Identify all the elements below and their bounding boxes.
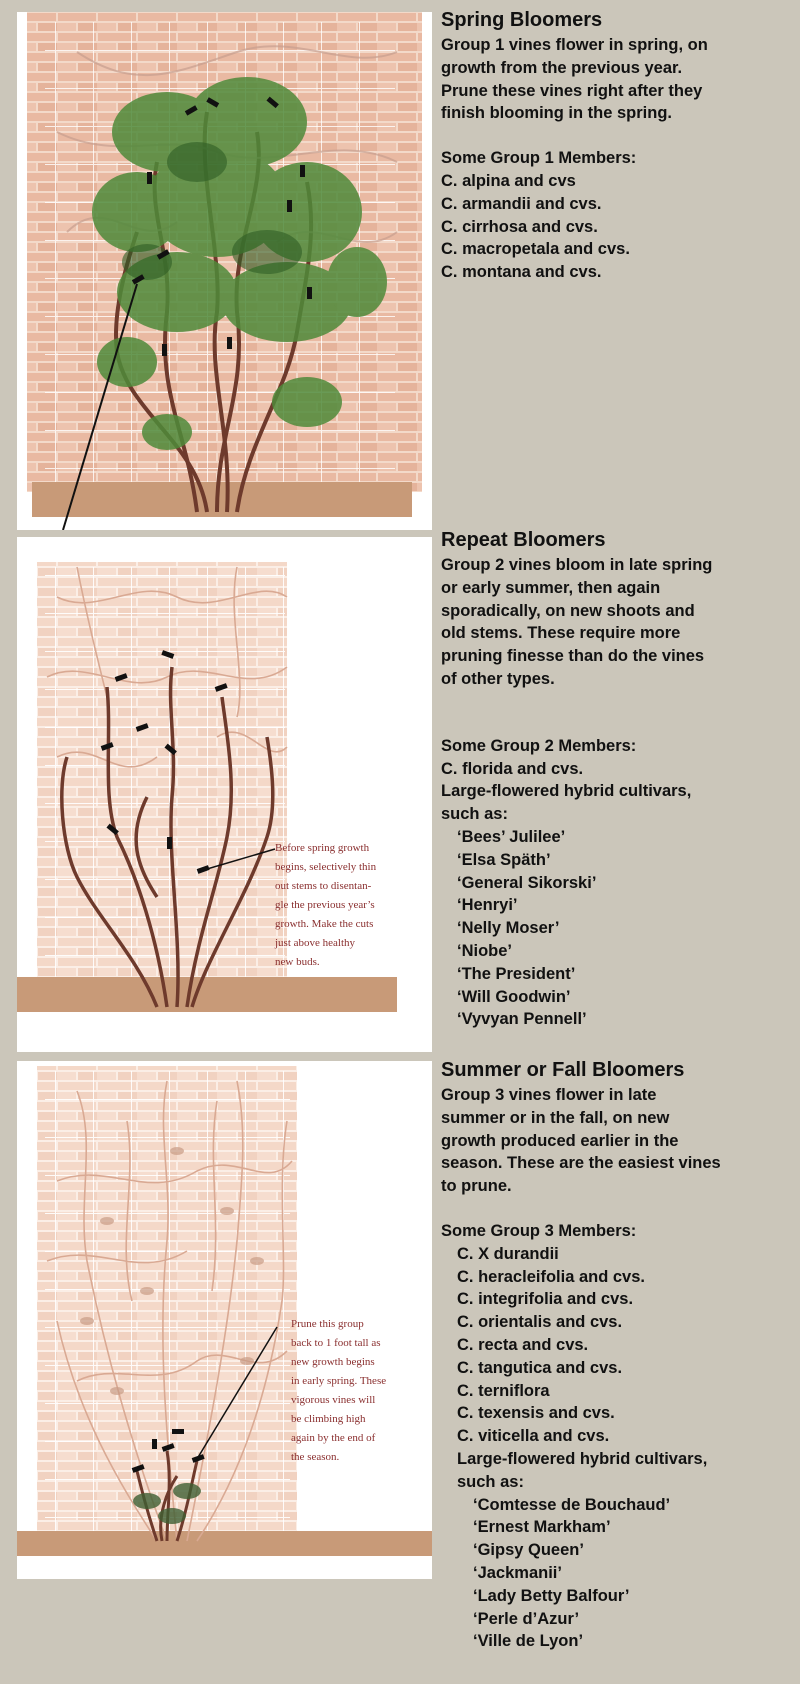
caption-line: begins, selectively thin: [275, 861, 377, 873]
cultivar-item: ‘Ville de Lyon’: [473, 1632, 584, 1651]
illustration-repeat-bloomers: [17, 537, 432, 1052]
caption-line: Prune this group: [291, 1318, 364, 1330]
cultivar-item: ‘Jackmanii’: [473, 1563, 562, 1582]
member-item: C. heracleifolia and cvs.: [457, 1267, 645, 1286]
description-line: of other types.: [441, 669, 555, 688]
cultivar-item: ‘Niobe’: [457, 941, 513, 960]
caption-line: back to 1 foot tall as: [291, 1337, 381, 1349]
cultivar-item: ‘Vyvyan Pennell’: [457, 1010, 587, 1029]
members-title: Some Group 2 Members:: [441, 736, 637, 755]
cultivar-item: ‘Comtesse de Bouchaud’: [473, 1495, 671, 1514]
section-title: Spring Bloomers: [441, 9, 603, 31]
description-line: pruning finesse than do the vines: [441, 647, 705, 666]
member-item: Large-flowered hybrid cultivars,: [441, 782, 692, 801]
member-item: C. florida and cvs.: [441, 759, 584, 778]
member-item: C. terniflora: [457, 1381, 550, 1400]
description-line: or early summer, then again: [441, 578, 661, 597]
section-title: Repeat Bloomers: [441, 529, 606, 551]
section-spring-bloomers: [441, 8, 793, 284]
caption-line: new buds.: [275, 956, 320, 968]
member-item: C. macropetala and cvs.: [441, 240, 630, 259]
caption-line: out stems to disentan-: [275, 880, 372, 892]
member-item: C. viticella and cvs.: [457, 1427, 610, 1446]
illustration-summer-fall-bloomers: [17, 1061, 432, 1579]
member-item: C. recta and cvs.: [457, 1335, 589, 1354]
illustration-spring-bloomers: [17, 12, 432, 530]
cultivar-item: ‘Will Goodwin’: [457, 987, 571, 1006]
caption-line: new growth begins: [291, 1356, 375, 1368]
member-item: C. orientalis and cvs.: [457, 1313, 623, 1332]
member-item: C. alpina and cvs: [441, 171, 576, 190]
cultivar-item: ‘Ernest Markham’: [473, 1518, 611, 1537]
repeat-vine-drawing: [17, 537, 432, 1052]
description-line: summer or in the fall, on new: [441, 1108, 670, 1127]
cultivar-item: ‘Nelly Moser’: [457, 919, 560, 938]
description-line: Group 1 vines flower in spring, on: [441, 36, 708, 54]
cultivar-item: ‘Lady Betty Balfour’: [473, 1586, 630, 1605]
description-line: finish blooming in the spring.: [441, 104, 672, 123]
description-line: old stems. These require more: [441, 624, 681, 643]
member-item: C. tangutica and cvs.: [457, 1358, 623, 1377]
caption-line: again by the end of: [291, 1432, 376, 1444]
description-line: growth from the previous year.: [441, 58, 683, 77]
description-line: Prune these vines right after they: [441, 81, 703, 100]
member-item: such as:: [457, 1472, 524, 1491]
member-item: C. integrifolia and cvs.: [457, 1290, 634, 1309]
spring-vine-drawing: [17, 12, 432, 530]
cultivar-item: ‘Gipsy Queen’: [473, 1541, 584, 1560]
member-item: C. montana and cvs.: [441, 263, 602, 282]
section-title: Summer or Fall Bloomers: [441, 1059, 685, 1081]
cultivar-item: ‘General Sikorski’: [457, 873, 597, 892]
description-line: sporadically, on new shoots and: [441, 601, 695, 620]
description-line: Group 3 vines flower in late: [441, 1086, 657, 1104]
section-summer-fall-bloomers: [441, 1058, 793, 1653]
members-title: Some Group 3 Members:: [441, 1221, 637, 1240]
description-line: Group 2 vines bloom in late spring: [441, 556, 713, 574]
members-title: Some Group 1 Members:: [441, 149, 637, 168]
caption-line: vigorous vines will: [291, 1394, 376, 1406]
member-item: Large-flowered hybrid cultivars,: [457, 1449, 708, 1468]
cultivar-item: ‘Elsa Späth’: [457, 850, 551, 869]
cultivar-item: ‘Henryi’: [457, 896, 518, 915]
caption-line: gle the previous year’s: [275, 899, 375, 911]
caption-repeat-bloomers: [275, 839, 425, 972]
caption-line: the season.: [291, 1451, 340, 1463]
member-item: C. texensis and cvs.: [457, 1404, 615, 1423]
caption-line: growth. Make the cuts: [275, 918, 374, 930]
caption-line: be climbing high: [291, 1413, 366, 1425]
member-item: such as:: [441, 805, 508, 824]
description-line: season. These are the easiest vines: [441, 1154, 721, 1173]
cultivar-item: ‘Bees’ Julilee’: [457, 827, 566, 846]
cultivar-item: ‘The President’: [457, 964, 576, 983]
caption-line: just above healthy: [275, 937, 356, 949]
member-item: C. armandii and cvs.: [441, 194, 602, 213]
description-line: to prune.: [441, 1177, 512, 1196]
member-item: C. cirrhosa and cvs.: [441, 217, 598, 236]
description-line: growth produced earlier in the: [441, 1131, 679, 1150]
cultivar-item: ‘Perle d’Azur’: [473, 1609, 580, 1628]
caption-line: Before spring growth: [275, 842, 370, 854]
caption-summer-fall-bloomers: [291, 1315, 426, 1467]
member-item: C. X durandii: [457, 1244, 559, 1263]
section-repeat-bloomers: [441, 528, 793, 1031]
caption-line: in early spring. These: [291, 1375, 387, 1387]
